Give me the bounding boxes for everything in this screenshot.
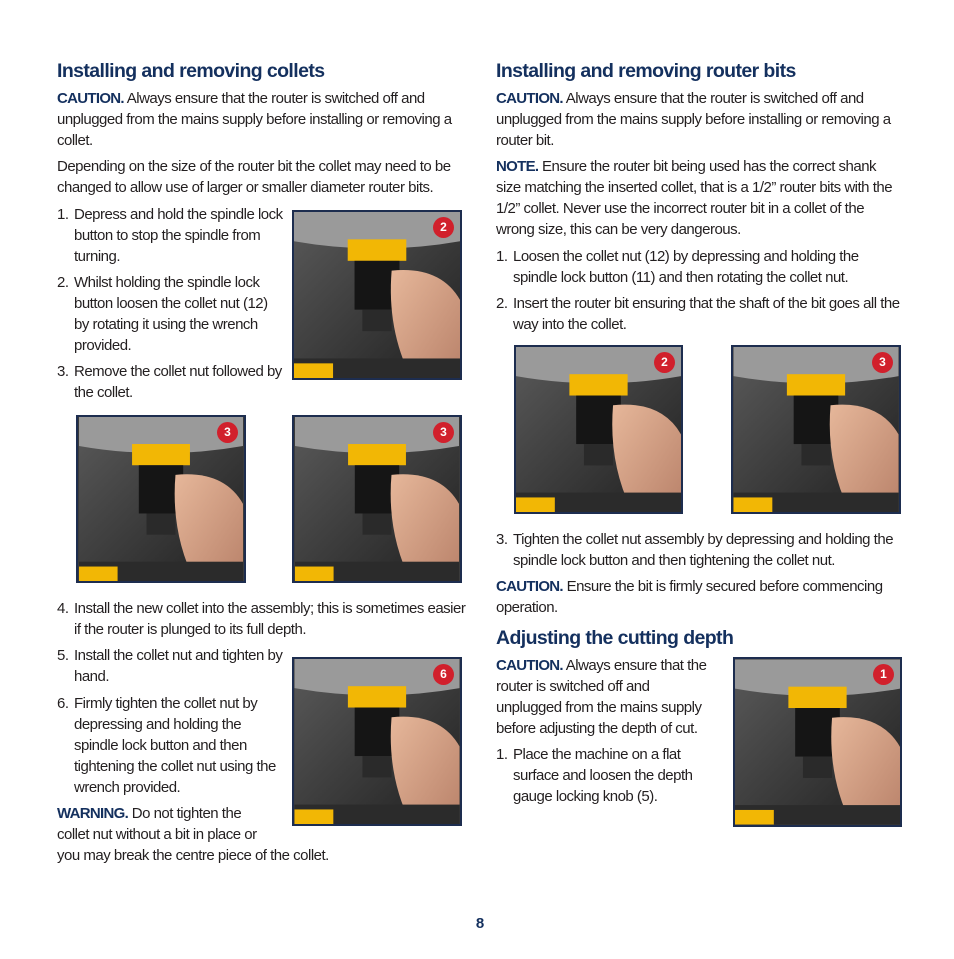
note-text: Ensure the router bit being used has the correct shank size matching the inserted collet, that is a 1/2” router bits with the 1/2” collet. Never use the incorrect router bit in a collet of the wrong size, this can be very dangerous. xyxy=(496,158,893,238)
photo-badge: 1 xyxy=(873,664,894,685)
photo-depth-gauge xyxy=(733,657,902,827)
list-item xyxy=(496,744,713,807)
list-item xyxy=(57,598,474,640)
depth-caution xyxy=(496,655,711,739)
collets-caution xyxy=(57,88,457,151)
step-number: 6. xyxy=(57,695,69,712)
photo-spindle-lock xyxy=(292,210,462,380)
photo-remove-nut xyxy=(76,415,246,583)
step-number: 4. xyxy=(57,600,69,617)
bits-caution-2 xyxy=(496,576,906,618)
step-number: 2. xyxy=(57,274,69,291)
step-number: 5. xyxy=(57,647,69,664)
collets-warning xyxy=(57,803,272,845)
warning-label: WARNING. xyxy=(57,805,129,822)
caution-text: Ensure the bit is firmly secured before commencing operation. xyxy=(496,578,883,616)
step-text: Whilst holding the spindle lock button loosen the collet nut (12) by rotating it using the wrench provided. xyxy=(74,274,268,354)
step-text: Install the collet nut and tighten by hand. xyxy=(74,647,283,685)
warning-text: Do not tighten the collet nut without a bit in place or xyxy=(57,805,257,843)
collets-intro: Depending on the size of the router bit the collet may need to be changed to allow use of larger or smaller diameter router bits. xyxy=(57,158,451,196)
photo-badge: 2 xyxy=(654,352,675,373)
step-text: Firmly tighten the collet nut by depressing and holding the spindle lock button and then tightening the collet nut using the wrench provided. xyxy=(74,695,276,796)
bits-note xyxy=(496,156,901,240)
photo-badge: 3 xyxy=(217,422,238,443)
step-text: Remove the collet nut followed by the collet. xyxy=(74,363,282,401)
step-text: Tighten the collet nut assembly by depressing and holding the spindle lock button and then tightening the collet nut. xyxy=(513,531,894,569)
photo-badge: 6 xyxy=(433,664,454,685)
step-number: 3. xyxy=(57,363,69,380)
caution-text: Always ensure that the router is switched off and unplugged from the mains supply before adjusting the depth of cut. xyxy=(496,657,707,737)
list-item xyxy=(57,204,284,267)
caution-label: CAUTION. xyxy=(496,657,563,674)
caution-text: Always ensure that the router is switched off and unplugged from the mains supply before installing or removing a router bit. xyxy=(496,90,891,149)
photo-badge: 3 xyxy=(872,352,893,373)
page-number: 8 xyxy=(475,915,485,932)
caution-label: CAUTION. xyxy=(496,578,563,595)
photo-remove-collet xyxy=(292,415,462,583)
step-number: 1. xyxy=(57,206,69,223)
list-item xyxy=(57,361,284,403)
step-text: Install the new collet into the assembly; this is sometimes easier if the router is plunged to its full depth. xyxy=(74,600,466,638)
list-item xyxy=(496,529,918,571)
depth-heading: Adjusting the cutting depth xyxy=(496,627,734,649)
photo-insert-bit xyxy=(514,345,683,514)
caution-label: CAUTION. xyxy=(496,90,563,107)
photo-tighten-bit xyxy=(731,345,901,514)
bits-caution xyxy=(496,88,896,151)
step-number: 2. xyxy=(496,295,508,312)
step-text: Depress and hold the spindle lock button to stop the spindle from turning. xyxy=(74,206,283,265)
list-item xyxy=(57,645,284,687)
list-item xyxy=(57,693,284,798)
photo-tighten-nut xyxy=(292,657,462,826)
caution-text: Always ensure that the router is switched off and unplugged from the mains supply before installing or removing a collet. xyxy=(57,90,452,149)
collets-heading: Installing and removing collets xyxy=(57,60,325,82)
photo-badge: 2 xyxy=(433,217,454,238)
caution-label: CAUTION. xyxy=(57,90,124,107)
list-item xyxy=(496,246,903,288)
step-text: Loosen the collet nut (12) by depressing and holding the spindle lock button (11) and then rotating the collet nut. xyxy=(513,248,859,286)
step-text: Insert the router bit ensuring that the shaft of the bit goes all the way into the collet. xyxy=(513,295,900,333)
step-text: Place the machine on a flat surface and loosen the depth gauge locking knob (5). xyxy=(513,746,693,805)
list-item xyxy=(496,293,903,335)
photo-badge: 3 xyxy=(433,422,454,443)
step-number: 1. xyxy=(496,746,508,763)
collets-warning-cont: you may break the centre piece of the collet. xyxy=(57,847,329,864)
note-label: NOTE. xyxy=(496,158,539,175)
step-number: 3. xyxy=(496,531,508,548)
step-number: 1. xyxy=(496,248,508,265)
list-item xyxy=(57,272,284,356)
bits-heading: Installing and removing router bits xyxy=(496,60,796,82)
